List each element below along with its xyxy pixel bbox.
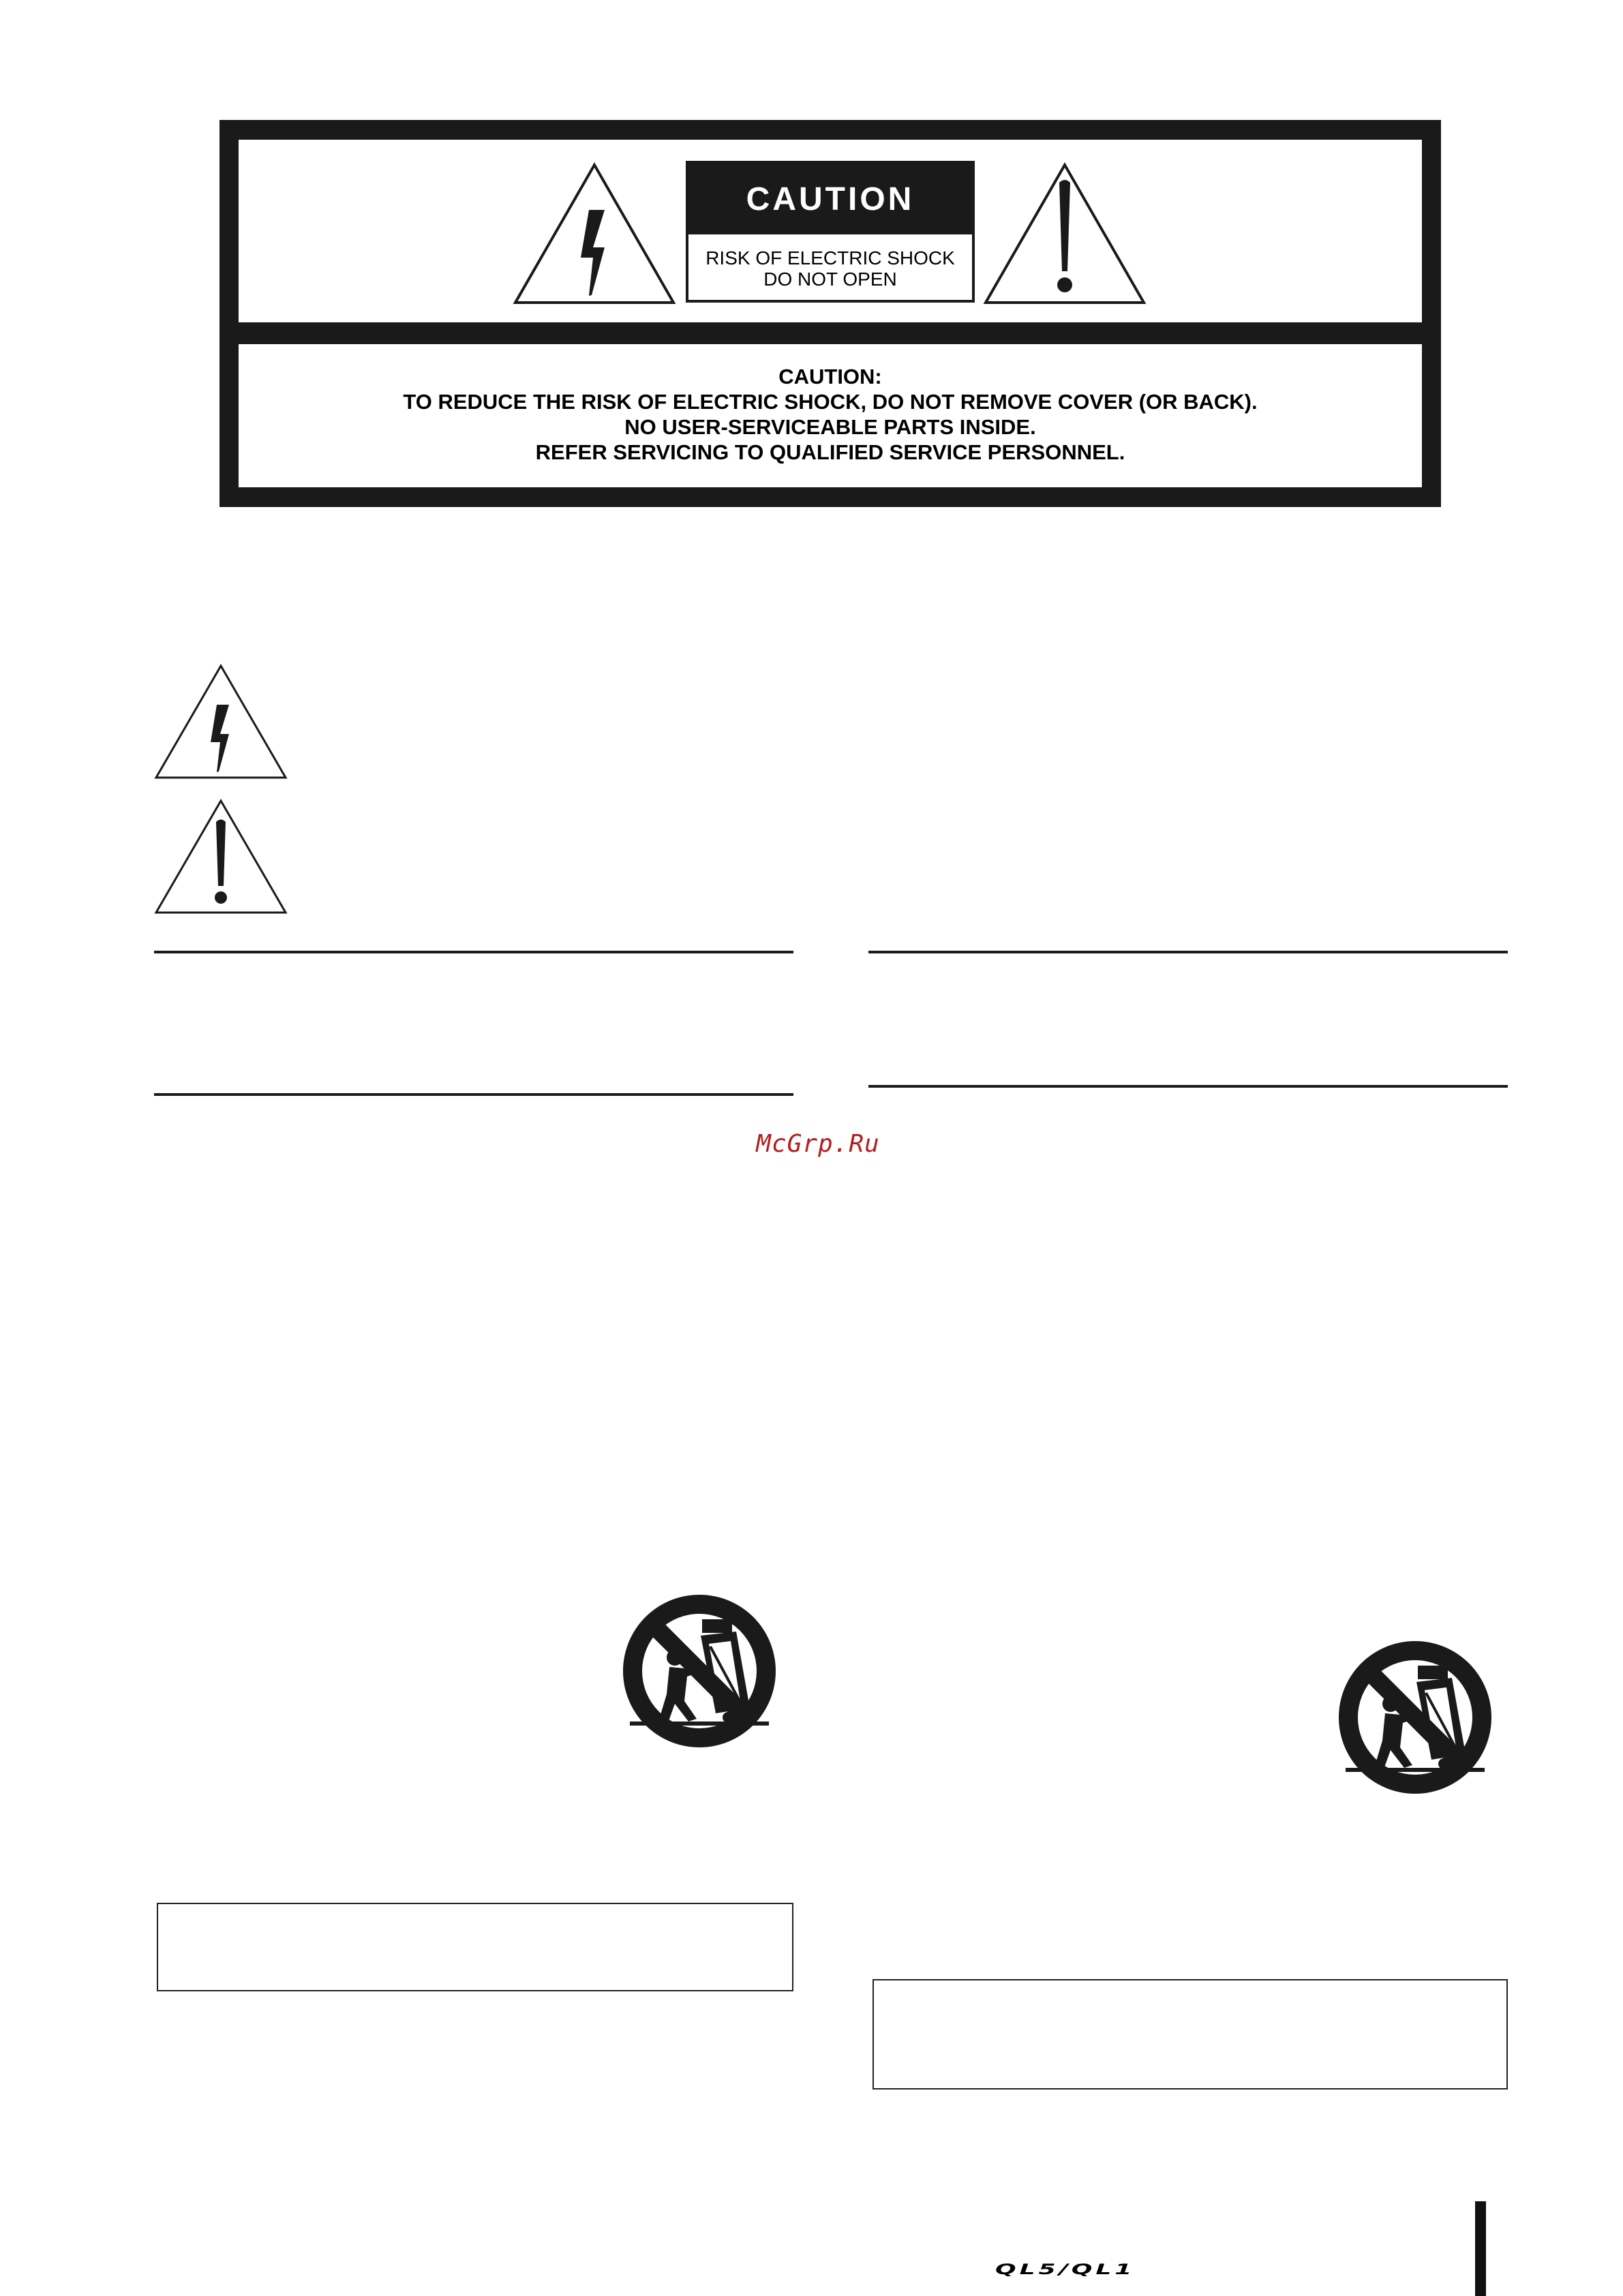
caution-badge-title: CAUTION	[688, 164, 972, 234]
caution-badge-line-2: DO NOT OPEN	[763, 269, 897, 290]
section-rule-right-bottom	[868, 1085, 1508, 1088]
section-rule-right-top	[868, 951, 1508, 953]
cart-tip-over-icon	[1329, 1638, 1501, 1796]
caution-badge-line-1: RISK OF ELECTRIC SHOCK	[706, 247, 955, 269]
caution-badge-text	[688, 234, 972, 303]
exclamation-triangle-icon	[983, 162, 1147, 305]
page-edge-tab	[1475, 2201, 1486, 2296]
product-logo: QL5/QL1	[995, 2261, 1136, 2278]
caution-heading: CAUTION:	[778, 365, 882, 388]
watermark-text: McGrp.Ru	[756, 1130, 880, 1158]
section-rule-left-bottom	[154, 1093, 793, 1096]
lightning-triangle-icon	[513, 162, 676, 305]
notice-box-right	[873, 1979, 1508, 2090]
cart-tip-over-icon	[613, 1592, 785, 1750]
caution-line-3: REFER SERVICING TO QUALIFIED SERVICE PERSONNEL.	[535, 440, 1125, 464]
caution-statement	[239, 364, 1422, 465]
lightning-triangle-icon	[154, 664, 288, 780]
caution-badge	[686, 161, 975, 303]
exclamation-triangle-icon	[154, 799, 288, 915]
caution-line-2: NO USER-SERVICEABLE PARTS INSIDE.	[624, 415, 1036, 439]
section-rule-left-top	[154, 951, 793, 953]
caution-line-1: TO REDUCE THE RISK OF ELECTRIC SHOCK, DO NOT REMOVE COVER (OR BACK).	[403, 390, 1258, 414]
notice-box-left	[157, 1903, 793, 1991]
